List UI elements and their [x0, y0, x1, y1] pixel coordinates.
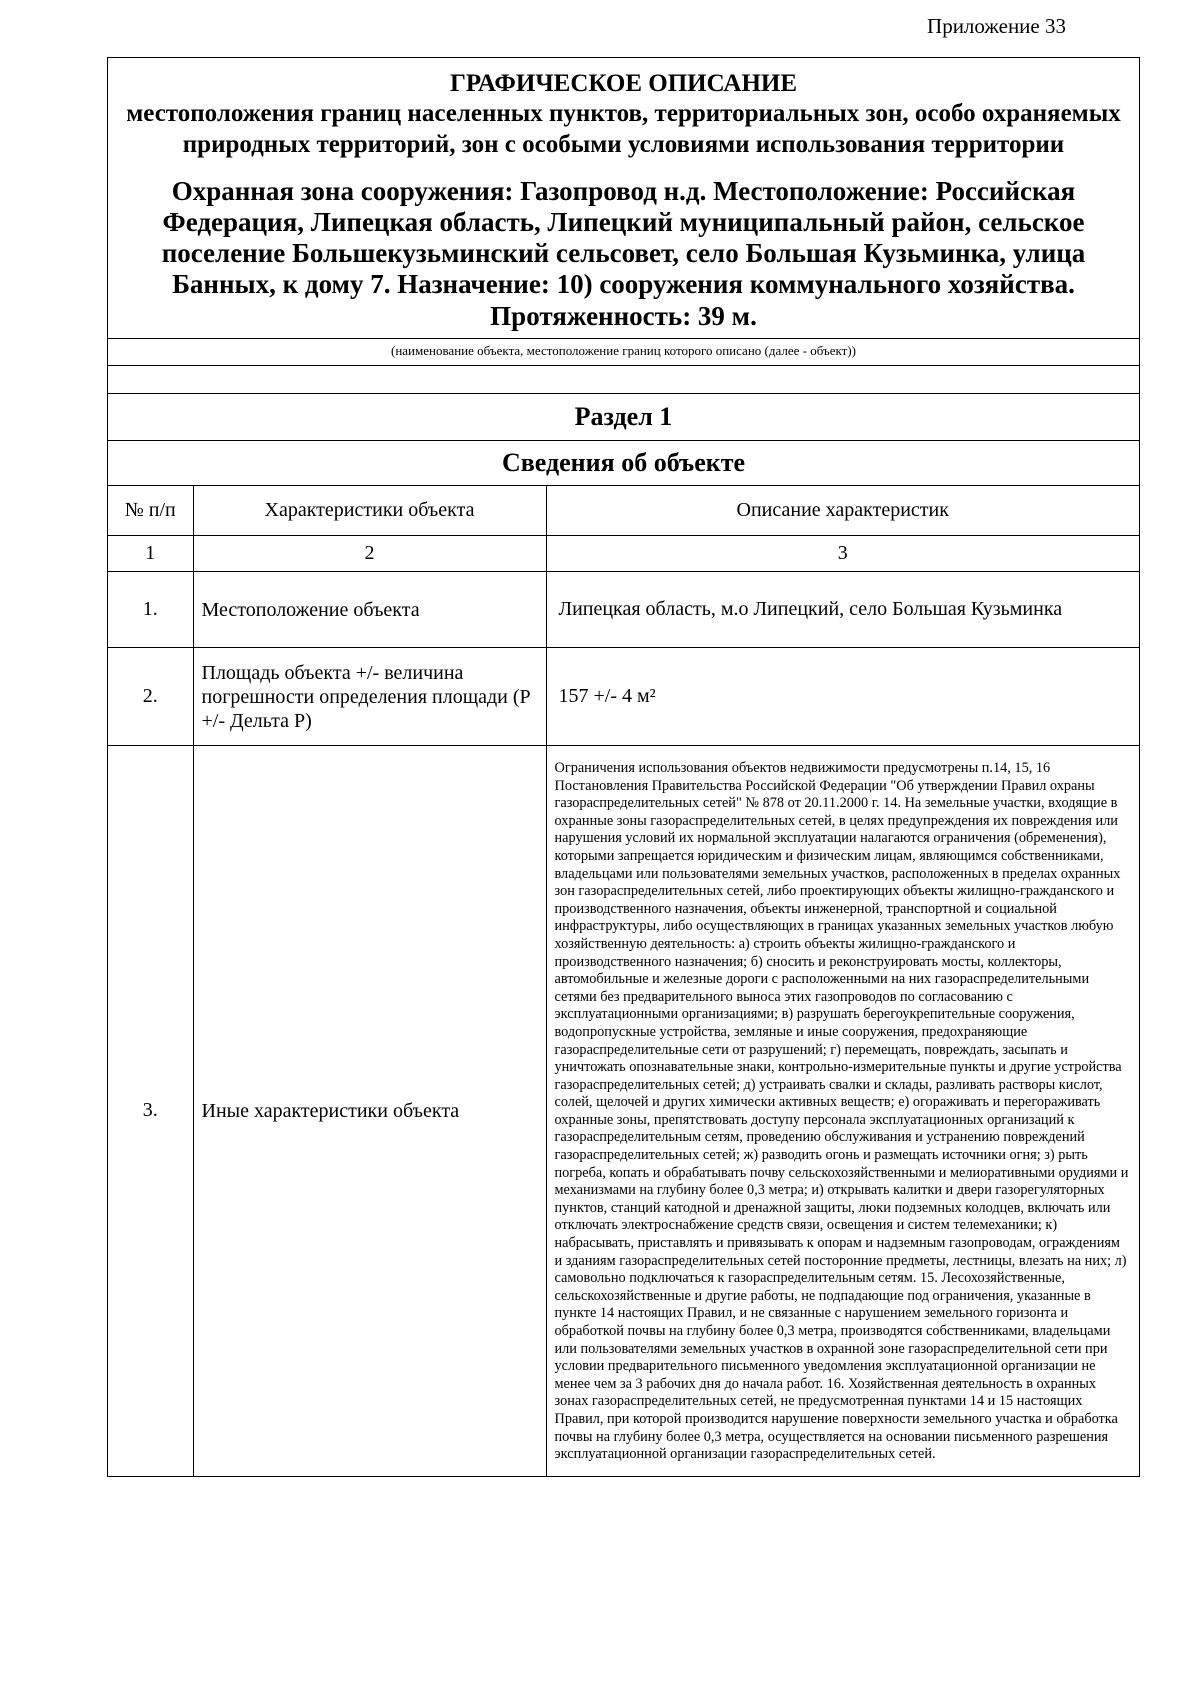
row-description: Липецкая область, м.о Липецкий, село Большая Кузьминка	[546, 572, 1139, 648]
object-description: Охранная зона сооружения: Газопровод н.д. Местоположение: Российская Федерация, Липецкая область, Липецкий муниципальный район, сельское поселение Большекузьминский сельсовет, село Большая Кузьминка, улица Банных, к дому 7. Назначение: 10) сооружения коммунального хозяйства.	[161, 176, 1086, 299]
section-title: Раздел 1	[108, 393, 1139, 440]
row-characteristic: Иные характеристики объекта	[193, 746, 546, 1476]
table-row	[108, 746, 1139, 1476]
row-description: Ограничения использования объектов недвижимости предусмотрены п.14, 15, 16 Постановления Правительства Российской Федерации "Об утверждении Правил охраны газораспределительных сетей" № 878 от 20.11.2000 г. 14. На земельные участки, входящие в охранные зоны газораспределительных сетей, в целях предупреждения их повреждения или нарушения условий их нормальной эксплуатации налагаются ограничения (обременения), которыми запрещается юридическим и физическим лицам, являющимся собственниками, владельцами или пользователями земельных участков, расположенных в пределах охранных зон газораспределительных сетей, либо проектирующих объекты жилищно-гражданского и производственного назначения, объекты инженерной, транспортной и социальной инфраструктуры, либо осуществляющих в границах указанных земельных участков любую хозяйственную деятельность: а) строить объекты жилищно-гражданского и производственного назначения; б) сносить и реконструировать мосты, коллекторы, автомобильные и железные дороги с расположенными на них газораспределительными сетями без предварительного выноса этих газопроводов по согласованию с эксплуатационными организациями; в) разрушать берегоукрепительные сооружения, водопропускные устройства, земляные и иные сооружения, предохраняющие газораспределительные сети от разрушений; г) перемещать, повреждать, засыпать и уничтожать опознавательные знаки, контрольно-измерительные пункты и другие устройства газораспределительных сетей; д) устраивать свалки и склады, разливать растворы кислот, солей, щелочей и других химически активных веществ; е) огораживать и перегораживать охранные зоны, препятствовать доступу персонала эксплуатационных организаций к газораспределительным сетям, проведению обслуживания и устранению повреждений газораспределительных сетей; ж) разводить огонь и размещать источники огня; з) рыть погреба, копать и обрабатывать почву сельскохозяйственными и мелиоративными орудиями и механизмами на глубину более 0,3 метра; и) открывать калитки и двери газорегуляторных пунктов, станций катодной и дренажной защиты, люки подземных колодцев, включать или отключать электроснабжение средств связи, освещения и систем телемеханики; к) набрасывать, приставлять и привязывать к опорам и надземным газопроводам, ограждениям и зданиям газораспределительных сетей посторонние предметы, лестницы, влезать на них; л) самовольно подключаться к газораспределительным сетям. 15. Лесохозяйственные, сельскохозяйственные и другие работы, не подпадающие под ограничения, указанные в пункте 14 настоящих Правил, и не связанные с нарушением земельного горизонта и обработкой почвы на глубину более 0,3 метра, производятся собственниками, владельцами или пользователями земельных участков в охранной зоне газораспределительной сети при условии предварительного письменного уведомления эксплуатационной организации не менее чем за 3 рабочих дня до начала работ. 16. Хозяйственная деятельность в охранных зонах газораспределительных сетей, не предусмотренная пунктами 14 и 15 настоящих Правил, при которой производится нарушение поверхности земельного участка и обработка почвы на глубину более 0,3 метра, осуществляется на основании письменного разрешения эксплуатационной организации газораспределительных сетей.	[546, 746, 1139, 1476]
appendix-label: Приложение 33	[927, 14, 1066, 38]
row-characteristic: Местоположение объекта	[193, 572, 546, 648]
document-title: ГРАФИЧЕСКОЕ ОПИСАНИЕ	[449, 70, 798, 97]
document-frame	[107, 57, 1140, 1477]
row-number: 1.	[108, 572, 193, 648]
column-number: 3	[546, 536, 1139, 572]
characteristics-table	[108, 485, 1139, 1476]
column-header: Характеристики объекта	[193, 486, 546, 536]
document-header	[108, 58, 1139, 332]
row-characteristic: Площадь объекта +/- величина погрешности определения площади (P +/- Дельта P)	[193, 648, 546, 746]
table-header-row	[108, 486, 1139, 536]
row-number: 3.	[108, 746, 193, 1476]
row-number: 2.	[108, 648, 193, 746]
table-row	[108, 572, 1139, 648]
table-row	[108, 648, 1139, 746]
column-header: № п/п	[108, 486, 193, 536]
document-subtitle: местоположения границ населенных пунктов, территориальных зон, особо охраняемых природных территорий, зон с особыми условиями использования территории	[126, 100, 1121, 158]
section-subtitle: Сведения об объекте	[108, 440, 1139, 485]
spacer-row	[108, 365, 1139, 393]
column-number: 1	[108, 536, 193, 572]
column-number: 2	[193, 536, 546, 572]
column-header: Описание характеристик	[546, 486, 1139, 536]
column-number-row	[108, 536, 1139, 572]
row-description: 157 +/- 4 м²	[546, 648, 1139, 746]
object-caption: (наименование объекта, местоположение границ которого описано (далее - объект))	[108, 338, 1139, 365]
object-length: Протяженность: 39 м.	[490, 301, 757, 331]
